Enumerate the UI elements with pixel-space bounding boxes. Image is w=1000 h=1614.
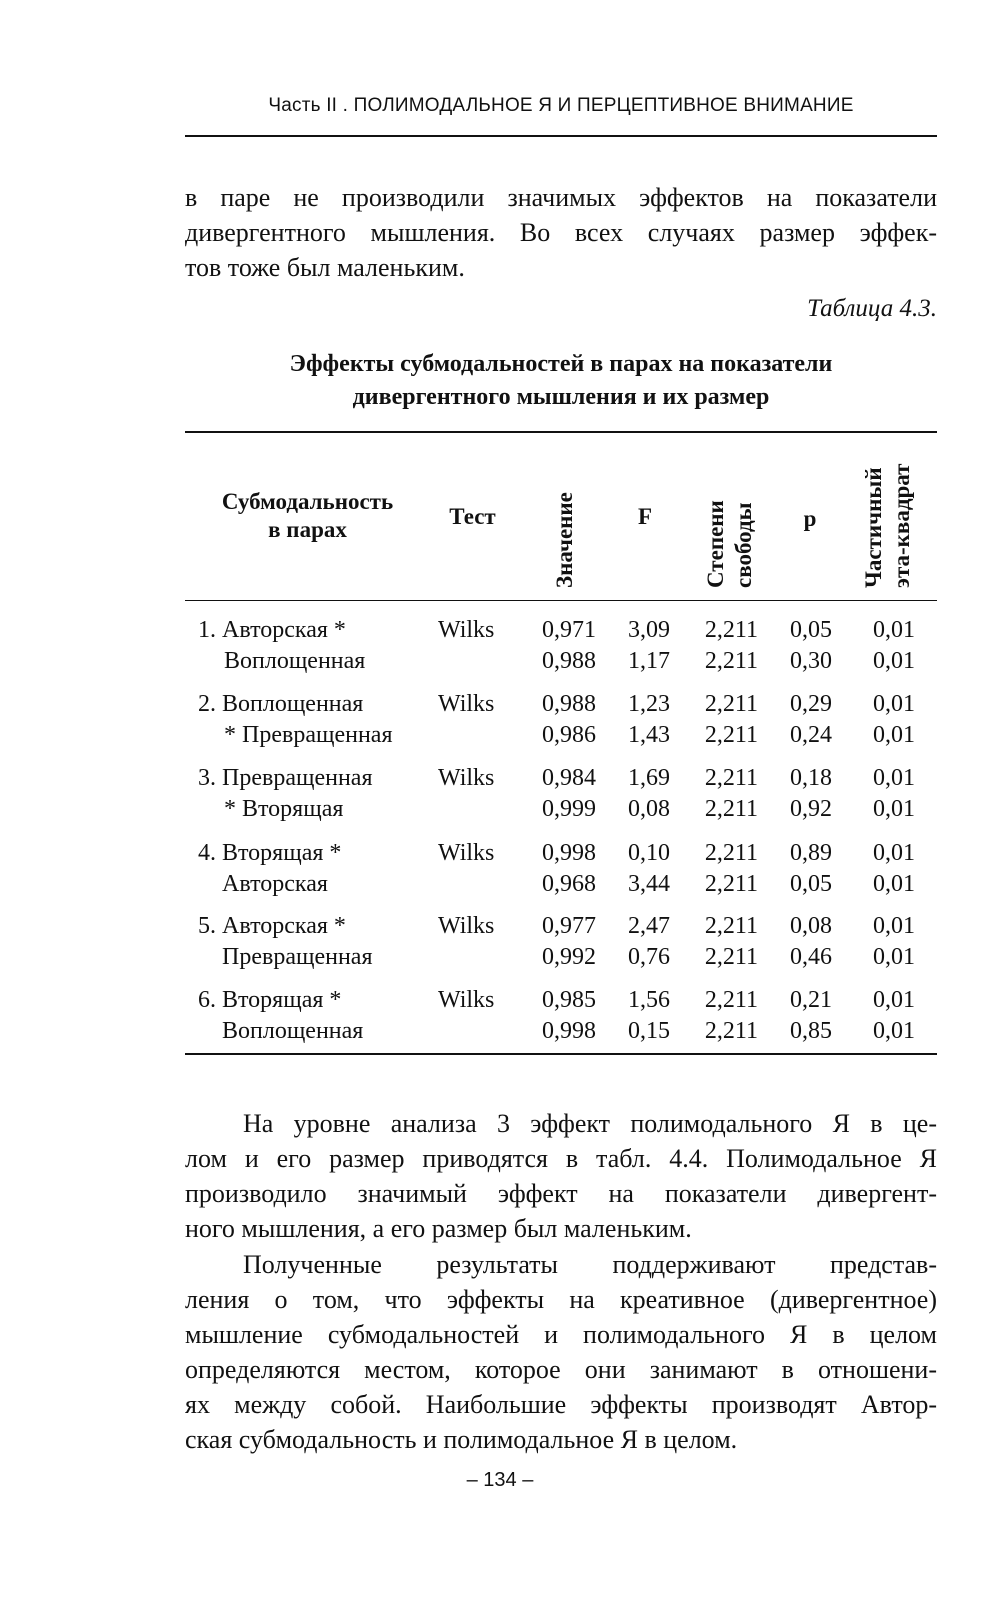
text-line: Полученные результаты поддерживают представ- <box>243 1250 937 1279</box>
table-header-rule <box>185 600 937 601</box>
row-test: Wilks <box>438 840 495 866</box>
cell-df: 2,211 <box>704 944 758 970</box>
cell-df: 2,211 <box>704 617 758 643</box>
header-df: Степени свободы <box>703 500 756 588</box>
cell-eta: 0,01 <box>873 871 915 897</box>
cell-df: 2,211 <box>704 691 758 717</box>
header-rule <box>185 135 937 137</box>
cell-eta: 0,01 <box>873 987 915 1013</box>
cell-p: 0,85 <box>790 1018 832 1044</box>
cell-value: 0,968 <box>542 871 596 897</box>
cell-df: 2,211 <box>704 765 758 791</box>
row-test: Wilks <box>438 987 495 1013</box>
cell-p: 0,46 <box>790 944 832 970</box>
text-line: лом и его размер приводятся в табл. 4.4. Полимодальное Я <box>185 1144 937 1173</box>
text-line: тов тоже был маленьким. <box>185 253 465 282</box>
table-title <box>185 348 937 414</box>
cell-value: 0,998 <box>542 1018 596 1044</box>
cell-p: 0,05 <box>790 871 832 897</box>
cell-f: 2,47 <box>628 913 670 939</box>
intro-paragraph <box>185 180 937 285</box>
cell-eta: 0,01 <box>873 691 915 717</box>
cell-f: 1,17 <box>628 648 670 674</box>
header-value: Значение <box>552 492 577 588</box>
cell-p: 0,21 <box>790 987 832 1013</box>
cell-df: 2,211 <box>704 987 758 1013</box>
header-p: p <box>803 506 817 531</box>
text-line: ях между собой. Наибольшие эффекты производят Автор- <box>185 1390 937 1419</box>
cell-p: 0,29 <box>790 691 832 717</box>
cell-eta: 0,01 <box>873 840 915 866</box>
cell-eta: 0,01 <box>873 648 915 674</box>
cell-p: 0,89 <box>790 840 832 866</box>
cell-p: 0,08 <box>790 913 832 939</box>
cell-f: 1,56 <box>628 987 670 1013</box>
table-title-line: Эффекты субмодальностей в парах на показатели <box>289 351 833 377</box>
cell-df: 2,211 <box>704 1018 758 1044</box>
header-test: Тест <box>449 504 496 529</box>
text-line: На уровне анализа 3 эффект полимодального Я в це- <box>243 1109 937 1138</box>
cell-f: 1,23 <box>628 691 670 717</box>
cell-f: 0,76 <box>628 944 670 970</box>
cell-value: 0,999 <box>542 796 596 822</box>
table-label: Таблица 4.3. <box>807 295 937 322</box>
table-title-line: дивергентного мышления и их размер <box>352 384 770 410</box>
cell-eta: 0,01 <box>873 1018 915 1044</box>
cell-f: 0,10 <box>628 840 670 866</box>
row-test: Wilks <box>438 765 495 791</box>
cell-df: 2,211 <box>704 840 758 866</box>
header-submodality: Субмодальность в парах <box>221 489 394 542</box>
cell-p: 0,30 <box>790 648 832 674</box>
cell-df: 2,211 <box>704 796 758 822</box>
row-name-secondary: Превращенная <box>222 944 373 970</box>
row-name: 5. Авторская * <box>198 913 346 939</box>
row-name: 4. Вторящая * <box>198 840 342 866</box>
cell-eta: 0,01 <box>873 796 915 822</box>
row-name: 1. Авторская * <box>198 617 346 643</box>
text-line: ления о том, что эффекты на креативное (дивергентное) <box>185 1285 937 1314</box>
row-name-secondary: Воплощенная <box>224 648 366 674</box>
row-name: 6. Вторящая * <box>198 987 342 1013</box>
cell-f: 3,44 <box>628 871 670 897</box>
cell-p: 0,05 <box>790 617 832 643</box>
row-name-secondary: * Вторящая <box>224 796 344 822</box>
cell-value: 0,977 <box>542 913 596 939</box>
cell-eta: 0,01 <box>873 913 915 939</box>
cell-value: 0,984 <box>542 765 596 791</box>
row-name-secondary: Авторская <box>222 871 328 897</box>
cell-value: 0,985 <box>542 987 596 1013</box>
row-test: Wilks <box>438 913 495 939</box>
cell-p: 0,24 <box>790 722 832 748</box>
header-eta: Частичный эта-квадрат <box>861 463 914 588</box>
cell-f: 0,08 <box>628 796 670 822</box>
cell-value: 0,998 <box>542 840 596 866</box>
cell-eta: 0,01 <box>873 944 915 970</box>
text-line: определяются местом, которое они занимают в отношени- <box>185 1355 937 1384</box>
table-bottom-rule <box>185 1053 937 1055</box>
cell-value: 0,986 <box>542 722 596 748</box>
running-header: Часть II . ПОЛИМОДАЛЬНОЕ Я И ПЕРЦЕПТИВНОЕ ВНИМАНИЕ <box>268 95 854 116</box>
row-name-secondary: * Превращенная <box>224 722 393 748</box>
cell-f: 1,69 <box>628 765 670 791</box>
paragraph-conclusion <box>185 1247 937 1457</box>
text-line: ская субмодальность и полимодальное Я в целом. <box>185 1425 738 1454</box>
cell-df: 2,211 <box>704 722 758 748</box>
cell-df: 2,211 <box>704 871 758 897</box>
cell-value: 0,988 <box>542 691 596 717</box>
row-name: 2. Воплощенная <box>198 691 364 717</box>
header-f: F <box>637 504 653 529</box>
row-name: 3. Превращенная <box>198 765 373 791</box>
cell-eta: 0,01 <box>873 765 915 791</box>
cell-f: 3,09 <box>628 617 670 643</box>
cell-value: 0,992 <box>542 944 596 970</box>
text-line: в паре не производили значимых эффектов на показатели <box>185 183 937 212</box>
row-test: Wilks <box>438 617 495 643</box>
cell-df: 2,211 <box>704 913 758 939</box>
text-line: мышление субмодальностей и полимодального Я в целом <box>185 1320 937 1349</box>
cell-df: 2,211 <box>704 648 758 674</box>
cell-value: 0,988 <box>542 648 596 674</box>
text-line: производило значимый эффект на показатели дивергент- <box>185 1179 937 1208</box>
cell-p: 0,18 <box>790 765 832 791</box>
cell-f: 0,15 <box>628 1018 670 1044</box>
paragraph-analysis <box>185 1106 937 1246</box>
cell-eta: 0,01 <box>873 617 915 643</box>
page-number: – 134 – <box>466 1469 534 1491</box>
cell-f: 1,43 <box>628 722 670 748</box>
text-line: ного мышления, а его размер был маленьким. <box>185 1214 692 1243</box>
text-line: дивергентного мышления. Во всех случаях размер эффек- <box>185 218 937 247</box>
cell-value: 0,971 <box>542 617 596 643</box>
row-name-secondary: Воплощенная <box>222 1018 364 1044</box>
cell-p: 0,92 <box>790 796 832 822</box>
row-test: Wilks <box>438 691 495 717</box>
table-top-rule <box>185 431 937 433</box>
cell-eta: 0,01 <box>873 722 915 748</box>
